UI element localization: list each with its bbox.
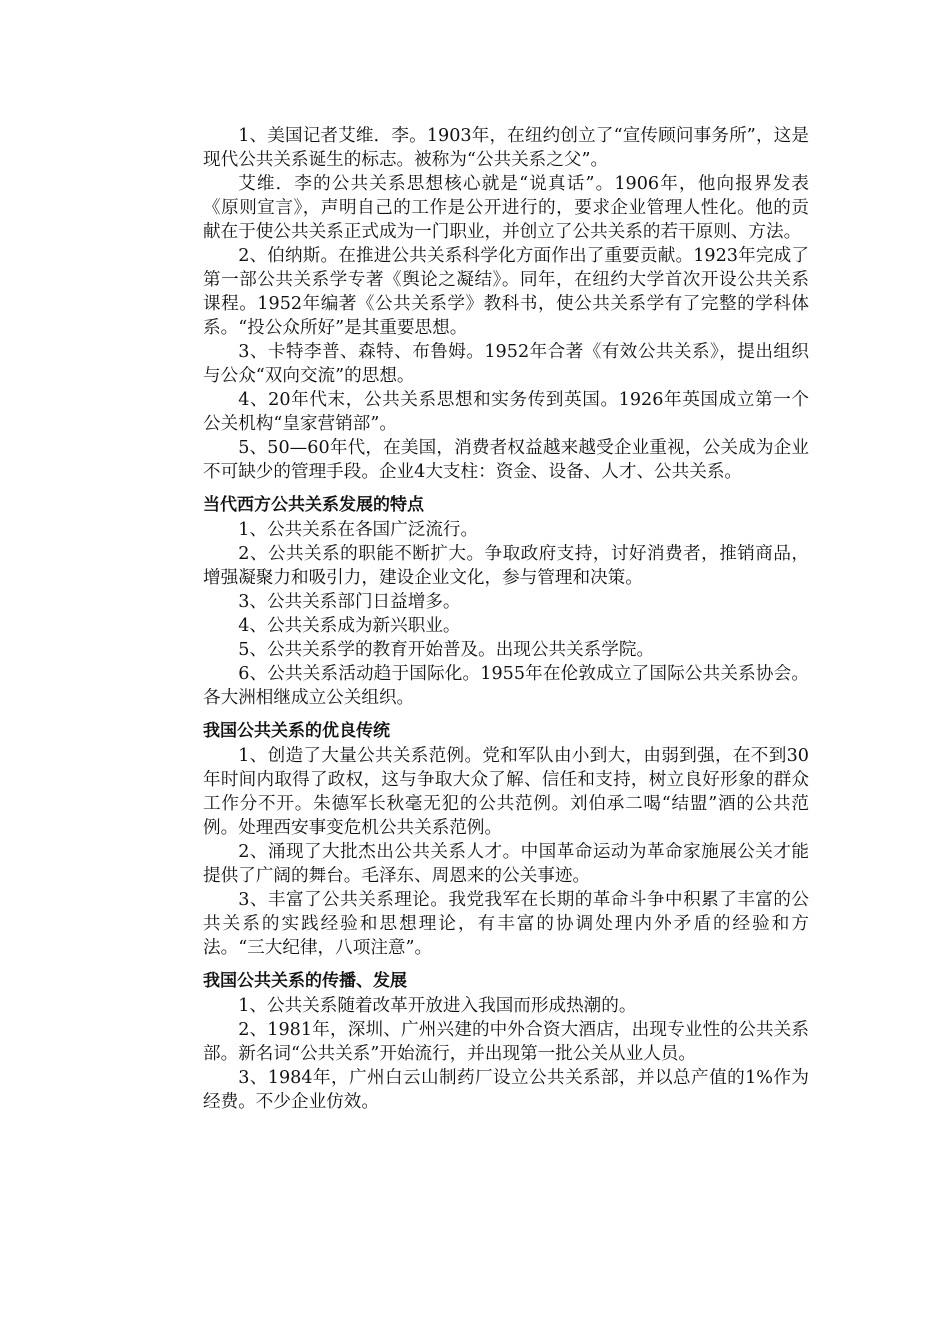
section-china-development [203,968,809,1114]
paragraph: 3、1984年，广州白云山制药厂设立公共关系部，并以总产值的1%作为经费。不少企业仿效。 [203,1068,809,1112]
paragraph: 1、创造了大量公共关系范例。党和军队由小到大，由弱到强，在不到30年时间内取得了政权，这与争取大众了解、信任和支持，树立良好形象的群众工作分不开。朱德军长秋毫无犯的公共范例。刘伯承二喝“结盟”酒的公共范例。处理西安事变危机公共关系范例。 [203,746,809,838]
paragraph: 6、公共关系活动趋于国际化。1955年在伦敦成立了国际公共关系协会。各大洲相继成立公关组织。 [203,664,809,708]
paragraph: 3、卡特李普、森特、布鲁姆。1952年合著《有效公共关系》，提出组织与公众“双向交流”的思想。 [203,342,809,386]
paragraph: 4、20年代末，公共关系思想和实务传到英国。1926年英国成立第一个公关机构“皇家营销部”。 [203,390,809,434]
paragraph: 5、50—60年代，在美国，消费者权益越来越受企业重视，公关成为企业不可缺少的管理手段。企业4大支柱：资金、设备、人才、公共关系。 [203,438,809,482]
section-western-features [203,492,809,710]
paragraph: 1、美国记者艾维．李。1903年，在纽约创立了“宣传顾问事务所”，这是现代公共关系诞生的标志。被称为“公共关系之父”。 [203,126,809,170]
paragraph: 2、公共关系的职能不断扩大。争取政府支持，讨好消费者，推销商品，增强凝聚力和吸引力，建设企业文化，参与管理和决策。 [203,544,809,588]
section-heading: 我国公共关系的传播、发展 [203,971,407,991]
section-heading: 我国公共关系的优良传统 [203,721,390,741]
paragraph: 5、公共关系学的教育开始普及。出现公共关系学院。 [238,640,655,660]
paragraph: 艾维．李的公共关系思想核心就是“说真话”。1906年，他向报界发表《原则宣言》，声明自己的工作是公开进行的，要求企业管理人性化。他的贡献在于使公共关系正式成为一门职业，并创立了公共关系的若干原则、方法。 [203,174,809,242]
paragraph: 2、1981年，深圳、广州兴建的中外合资大酒店，出现专业性的公共关系部。新名词“公共关系”开始流行，并出现第一批公关从业人员。 [203,1020,809,1064]
paragraph: 2、伯纳斯。在推进公共关系科学化方面作出了重要贡献。1923年完成了第一部公共关系学专著《舆论之凝结》。同年，在纽约大学首次开设公共关系课程。1952年编著《公共关系学》教科书，使公共关系学有了完整的学科体系。“投公众所好”是其重要思想。 [203,246,809,338]
section-china-tradition [203,718,809,960]
document-page [203,124,809,1114]
paragraph: 3、公共关系部门日益增多。 [238,592,461,612]
paragraph: 1、公共关系随着改革开放进入我国而形成热潮的。 [238,996,637,1016]
paragraph: 3、丰富了公共关系理论。我党我军在长期的革命斗争中积累了丰富的公共关系的实践经验和思想理论，有丰富的协调处理内外矛盾的经验和方法。“三大纪律，八项注意”。 [203,890,809,958]
paragraph: 2、涌现了大批杰出公共关系人才。中国革命运动为革命家施展公关才能提供了广阔的舞台。毛泽东、周恩来的公关事迹。 [203,842,809,886]
paragraph: 1、公共关系在各国广泛流行。 [238,520,479,540]
paragraph: 4、公共关系成为新兴职业。 [238,616,461,636]
section-heading: 当代西方公共关系发展的特点 [203,495,424,515]
